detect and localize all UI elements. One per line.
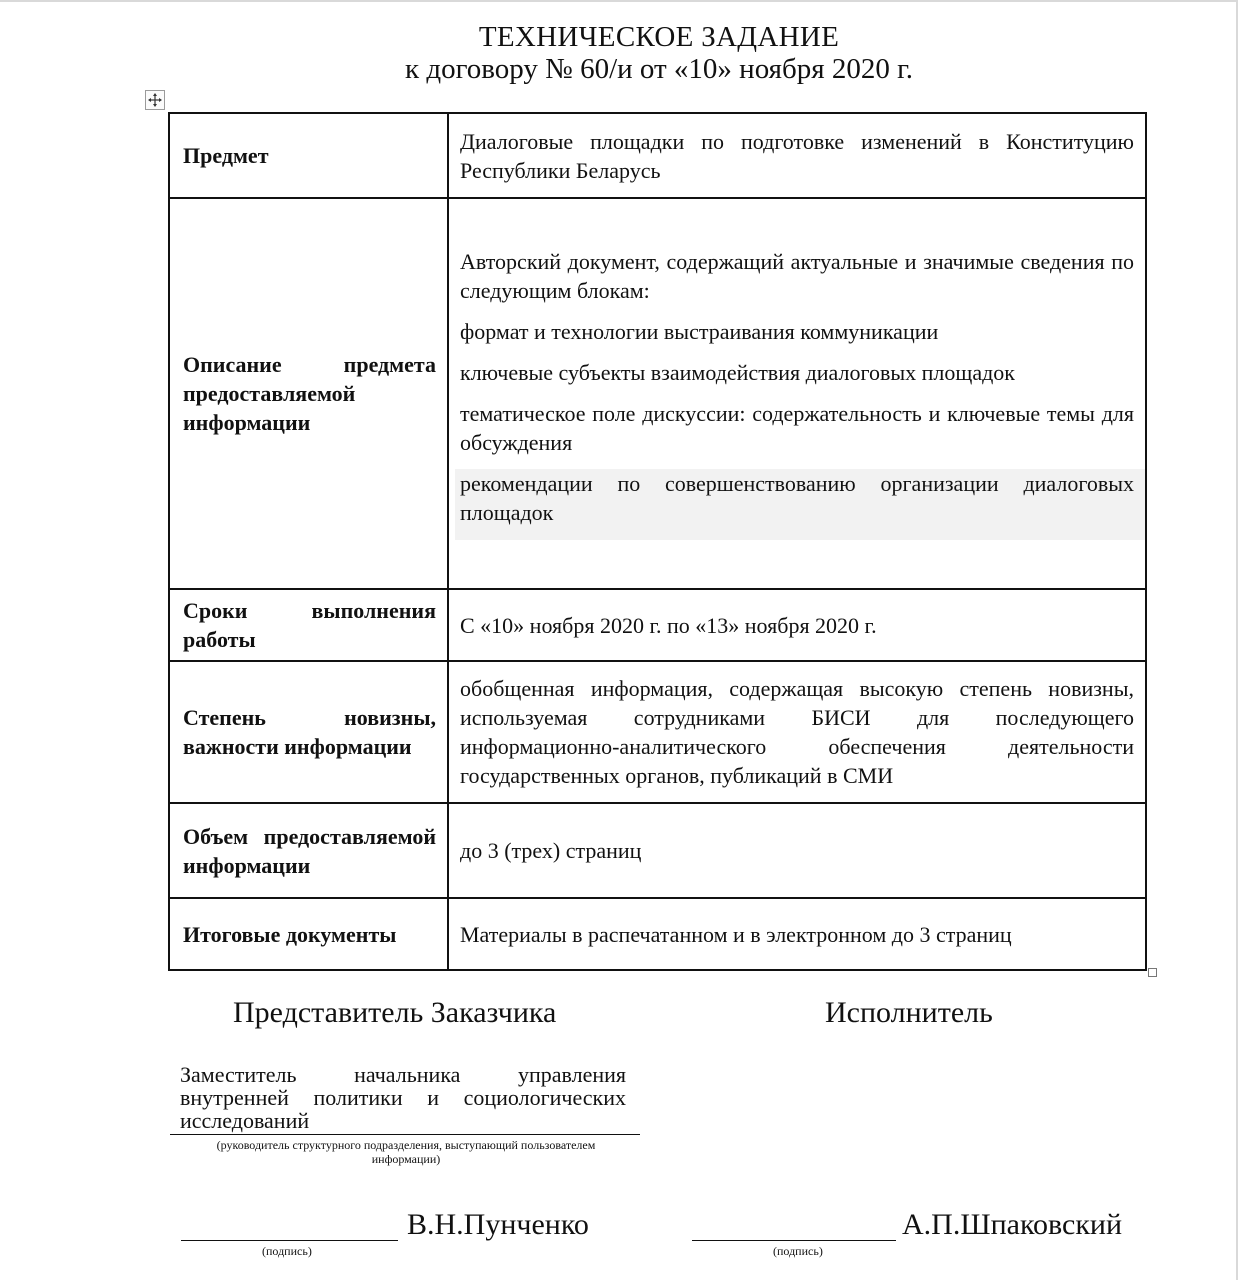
table-move-handle[interactable] xyxy=(145,90,165,110)
row-label: Описание предмета предоставляемой информации xyxy=(169,198,448,589)
customer-signature-line xyxy=(181,1240,398,1241)
specification-table xyxy=(168,112,1147,971)
row-value xyxy=(448,113,1146,198)
row-label: Объем предоставляемой информации xyxy=(169,803,448,898)
table-resize-handle[interactable] xyxy=(1148,968,1157,977)
page-edge-top xyxy=(0,0,1238,2)
customer-signature-caption: (подпись) xyxy=(262,1244,312,1258)
row-paragraph: до 3 (трех) страниц xyxy=(460,838,642,863)
contractor-signature-line xyxy=(692,1240,896,1241)
row-paragraph-highlighted: рекомендации по совершенствованию организации диалоговых площадок xyxy=(455,469,1145,540)
row-paragraph: Диалоговые площадки по подготовке изменений в Конституцию Республики Беларусь xyxy=(460,128,1134,183)
table-row-description xyxy=(169,198,1146,589)
table-row-final-documents xyxy=(169,898,1146,970)
customer-signer-name: В.Н.Пунченко xyxy=(407,1208,589,1241)
row-value xyxy=(448,661,1146,803)
customer-position: Заместитель начальника управления внутренней политики и социологических исследований xyxy=(180,1062,626,1133)
row-value xyxy=(448,589,1146,661)
table-row-deadlines xyxy=(169,589,1146,661)
row-paragraph: обобщенная информация, содержащая высокую степень новизны, используемая сотрудниками БИСИ для последующего информационно-аналитического обеспечения деятельности государственных органов, публикаций в СМИ xyxy=(460,676,1134,788)
row-value xyxy=(448,198,1146,589)
contractor-heading: Исполнитель xyxy=(825,996,993,1029)
table-row-volume xyxy=(169,803,1146,898)
row-label: Итоговые документы xyxy=(169,898,448,970)
row-label: Сроки выполнения работы xyxy=(169,589,448,661)
position-caption: (руководитель структурного подразделения, выступающий пользователем информации) xyxy=(216,1138,596,1166)
row-paragraph: тематическое поле дискуссии: содержательность и ключевые темы для обсуждения xyxy=(460,401,1134,455)
position-underline xyxy=(170,1134,640,1135)
row-paragraph: ключевые субъекты взаимодействия диалоговых площадок xyxy=(460,360,1015,385)
table-row-novelty xyxy=(169,661,1146,803)
row-label: Предмет xyxy=(169,113,448,198)
row-value xyxy=(448,898,1146,970)
document-title: ТЕХНИЧЕСКОЕ ЗАДАНИЕ xyxy=(478,21,840,53)
contractor-signature-caption: (подпись) xyxy=(773,1244,823,1258)
row-value xyxy=(448,803,1146,898)
row-paragraph: формат и технологии выстраивания коммуникации xyxy=(460,319,939,344)
row-paragraph: С «10» ноября 2020 г. по «13» ноября 2020 г. xyxy=(460,612,877,638)
table-row-subject xyxy=(169,113,1146,198)
row-paragraph: Авторский документ, содержащий актуальные и значимые сведения по следующим блокам: xyxy=(460,249,1134,303)
row-paragraph: Материалы в распечатанном и в электронном до 3 страниц xyxy=(460,921,1012,947)
document-subtitle: к договору № 60/и от «10» ноября 2020 г. xyxy=(405,53,913,85)
customer-heading: Представитель Заказчика xyxy=(233,996,557,1029)
move-arrows-icon xyxy=(148,93,162,107)
row-label: Степень новизны, важности информации xyxy=(169,661,448,803)
contractor-signer-name: А.П.Шпаковский xyxy=(902,1208,1123,1241)
